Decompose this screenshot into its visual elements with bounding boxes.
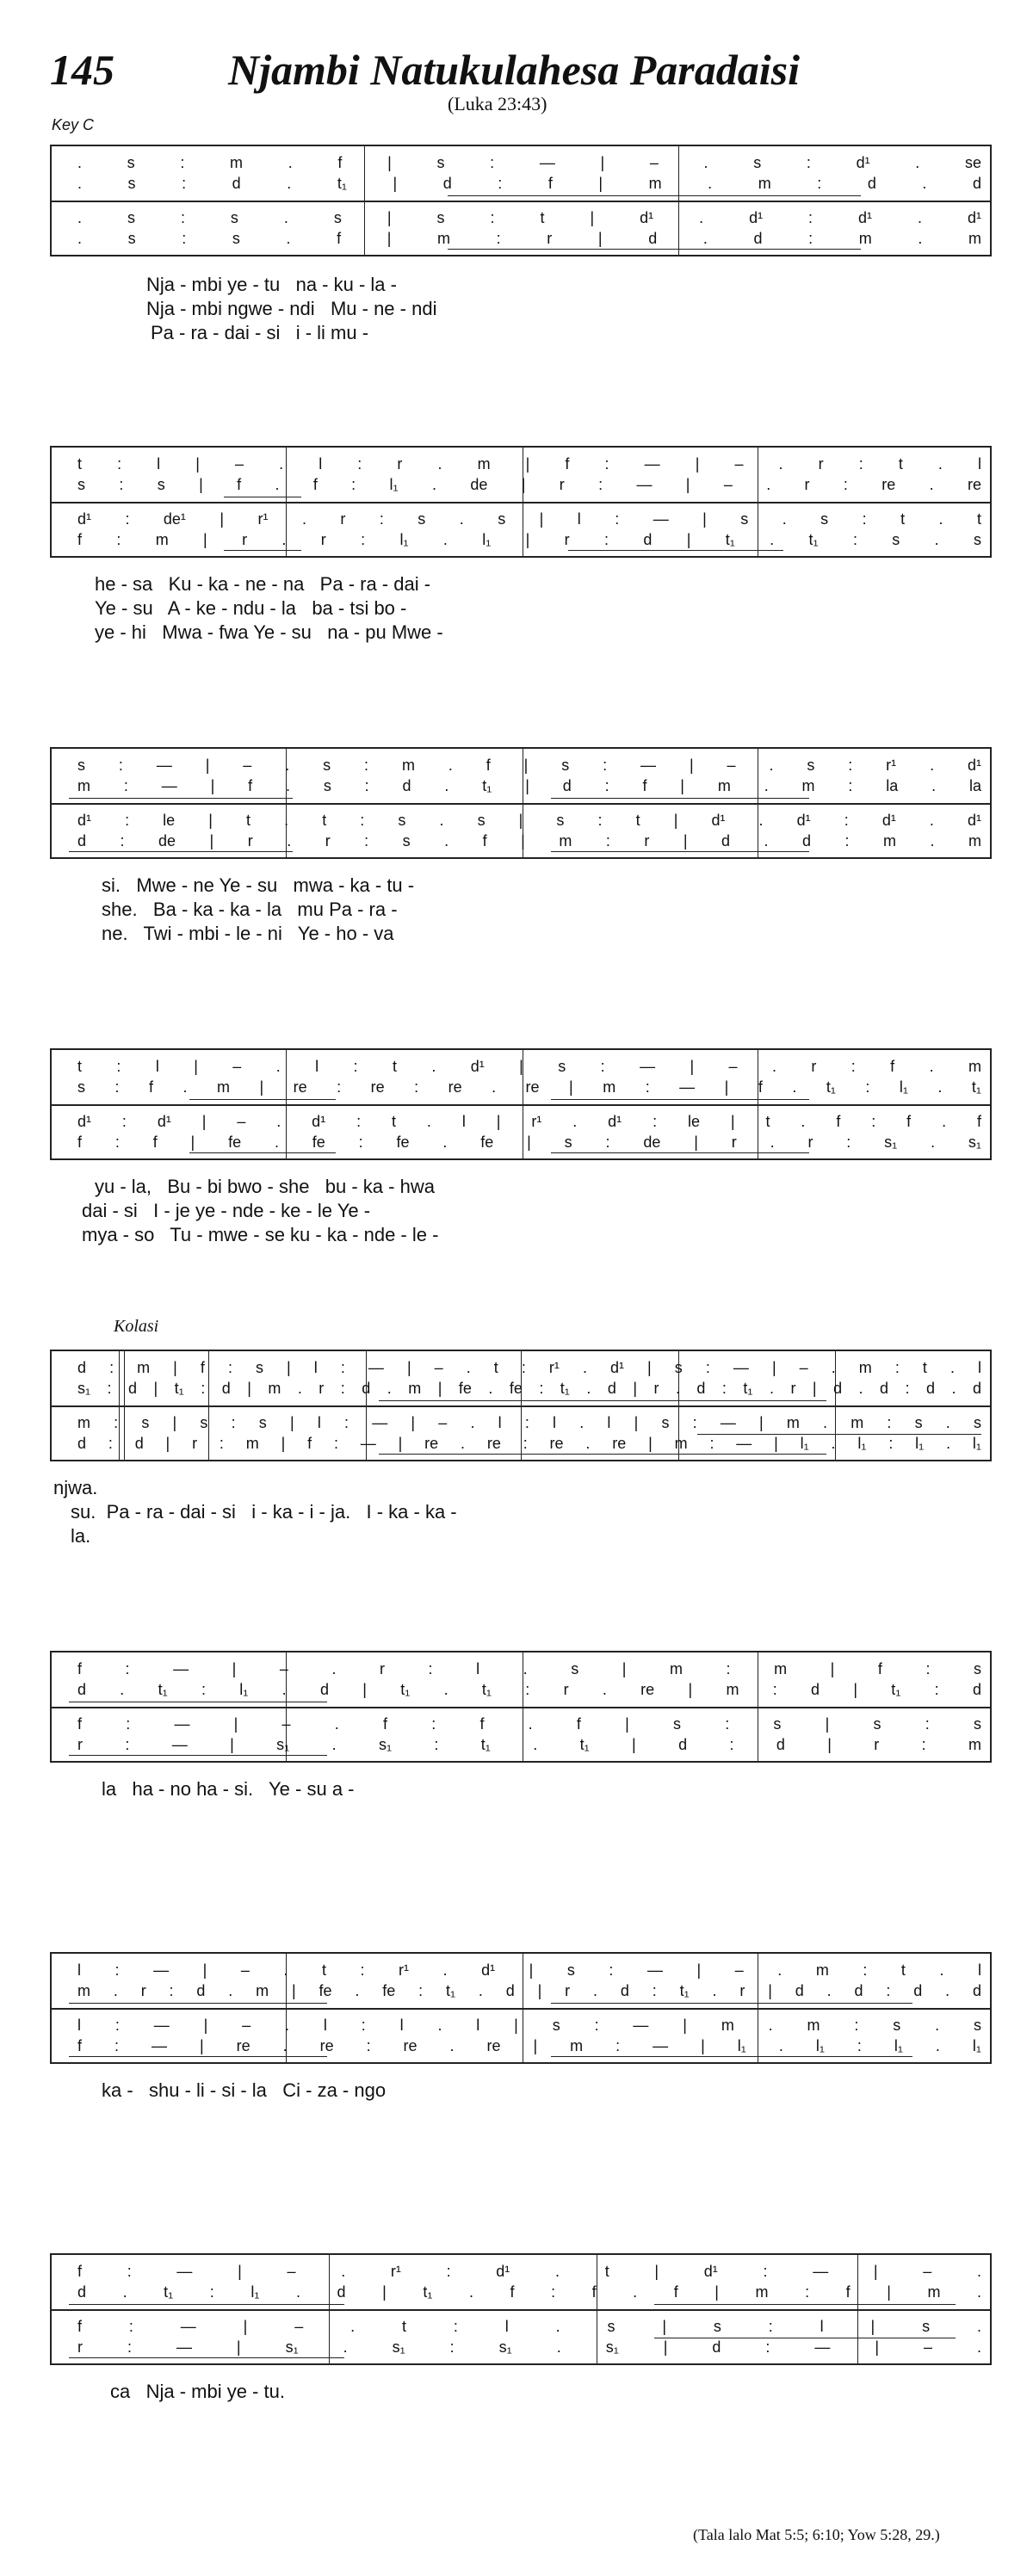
- notation-row: d : m | f : s | l : — | – . t : r¹ . d¹ | s : — | – . m : t . l: [77, 1359, 981, 1376]
- notation-row: s : s | f . f : l₁ . de | r : — | – . r : re . re: [77, 476, 981, 493]
- notation-row: f : — | – . f : f . f | s : s | s : s: [77, 1715, 981, 1733]
- notation-row: m : s | s : s | l : — | – . l : l . l | s : — | m . m : s . s: [77, 1414, 981, 1431]
- notation-row: d¹ : d¹ | – . d¹ : t . l | r¹ . d¹ : le | t . f : f . f: [77, 1113, 981, 1130]
- music-system-2: [50, 446, 992, 558]
- scripture-reference: (Luka 23:43): [448, 93, 547, 114]
- lyric-line: dai - si I - je ye - nde - ke - le Ye -: [82, 1200, 371, 1221]
- notation-row: s : — | – . s : m . f | s : — | – . s : r¹ . d¹: [77, 757, 981, 774]
- lyric-line: she. Ba - ka - ka - la mu Pa - ra -: [102, 899, 398, 920]
- lyric-line: mya - so Tu - mwe - se ku - ka - nde - le -: [82, 1224, 439, 1245]
- notation-row: d . t₁ : l₁ . d | t₁ . f : f . f | m : f | m .: [77, 2283, 981, 2301]
- music-system-6: [50, 1651, 992, 1763]
- notation-row: d : d | r : m | f : — | re . re : re . re | m : — | l₁ . l₁ : l₁ . l₁: [77, 1435, 981, 1452]
- lyric-line: su. Pa - ra - dai - si i - ka - i - ja. I - ka - ka -: [71, 1501, 457, 1523]
- hymn-title: Njambi Natukulahesa Paradaisi: [228, 46, 800, 94]
- hymn-number: 145: [50, 46, 114, 94]
- lyric-line: Nja - mbi ngwe - ndi Mu - ne - ndi: [146, 298, 437, 319]
- key-signature: Key C: [52, 116, 95, 133]
- music-system-1: [50, 145, 992, 256]
- notation-row: . s : d . t₁ | d : f | m . m : d . d: [77, 175, 981, 192]
- lyric-line: Pa - ra - dai - si i - li mu -: [151, 322, 369, 343]
- music-system-7: [50, 1952, 992, 2064]
- notation-row: m : — | f . s : d . t₁ | d : f | m . m : la . la: [77, 777, 981, 794]
- lyric-line: ca Nja - mbi ye - tu.: [110, 2381, 285, 2402]
- notation-row: d . t₁ : l₁ . d | t₁ . t₁ : r . re | m : d | t₁ : d: [77, 1681, 981, 1698]
- notation-row: l : — | – . t : r¹ . d¹ | s : — | – . m : t . l: [77, 1961, 981, 1979]
- music-system-8: [50, 2253, 992, 2365]
- music-system-5: [50, 1350, 992, 1461]
- notation-row: m . r : d . m | fe . fe : t₁ . d | r . d : t₁ . r | d . d : d . d: [77, 1982, 981, 1999]
- notation-row: f : f | fe . fe : fe . fe | s : de | r . r : s₁ . s₁: [77, 1134, 981, 1151]
- chorus-label: Kolasi: [114, 1317, 159, 1336]
- notation-row: d : de | r . r : s . f | m : r | d . d : m . m: [77, 832, 981, 849]
- notation-row: . s : m . f | s : — | – . s : d¹ . se: [77, 154, 981, 171]
- notation-row: r : — | s₁ . s₁ : s₁ . s₁ | d : — | – .: [77, 2338, 981, 2356]
- notation-row: s : f . m | re : re : re . re | m : — | f . t₁ : l₁ . t₁: [77, 1078, 981, 1096]
- notation-row: . s : s . f | m : r | d . d : m . m: [77, 230, 981, 247]
- notation-row: f : — | – . r¹ : d¹ . t | d¹ : — | – .: [77, 2263, 981, 2280]
- notation-row: t : l | – . l : t . d¹ | s : — | – . r : f . m: [77, 1058, 981, 1075]
- notation-row: f : m | r . r : l₁ . l₁ | r : d | t₁ . t₁ : s . s: [77, 531, 981, 548]
- lyric-line: la ha - no ha - si. Ye - su a -: [102, 1778, 355, 1800]
- music-system-4: [50, 1048, 992, 1160]
- notation-row: f : — | re . re : re . re | m : — | l₁ . l₁ : l₁ . l₁: [77, 2037, 981, 2054]
- lyric-line: la.: [71, 1525, 91, 1547]
- notation-row: t : l | – . l : r . m | f : — | – . r : t . l: [77, 455, 981, 473]
- notation-row: s₁ : d | t₁ : d | m . r : d . m | fe . fe : t₁ . d | r . d : t₁ . r | d . d : d . d: [77, 1380, 981, 1397]
- notation-row: r : — | s₁ . s₁ : t₁ . t₁ | d : d | r : m: [77, 1736, 981, 1753]
- lyric-line: ye - hi Mwa - fwa Ye - su na - pu Mwe -: [95, 621, 443, 643]
- notation-row: f : — | – . t : l . s | s : l | s .: [77, 2318, 981, 2335]
- lyric-line: ka - shu - li - si - la Ci - za - ngo: [102, 2079, 387, 2101]
- lyric-line: ne. Twi - mbi - le - ni Ye - ho - va: [102, 923, 394, 944]
- notation-row: . s : s . s | s : t | d¹ . d¹ : d¹ . d¹: [77, 209, 981, 226]
- lyric-line: yu - la, Bu - bi bwo - she bu - ka - hwa: [95, 1176, 435, 1197]
- music-system-3: [50, 747, 992, 859]
- lyric-line: he - sa Ku - ka - ne - na Pa - ra - dai -: [95, 573, 431, 595]
- lyric-line: Ye - su A - ke - ndu - la ba - tsi bo -: [95, 597, 407, 619]
- footer-reference: (Tala lalo Mat 5:5; 6:10; Yow 5:28, 29.): [693, 2526, 940, 2543]
- lyric-line: si. Mwe - ne Ye - su mwa - ka - tu -: [102, 874, 415, 896]
- lyric-line: njwa.: [53, 1477, 98, 1498]
- lyric-line: Nja - mbi ye - tu na - ku - la -: [146, 274, 397, 295]
- notation-row: l : — | – . l : l . l | s : — | m . m : s . s: [77, 2017, 981, 2034]
- notation-row: d¹ : le | t . t : s . s | s : t | d¹ . d¹ : d¹ . d¹: [77, 812, 981, 829]
- notation-row: d¹ : de¹ | r¹ . r : s . s | l : — | s . s : t . t: [77, 510, 981, 528]
- notation-row: f : — | – . r : l . s | m : m | f : s: [77, 1660, 981, 1677]
